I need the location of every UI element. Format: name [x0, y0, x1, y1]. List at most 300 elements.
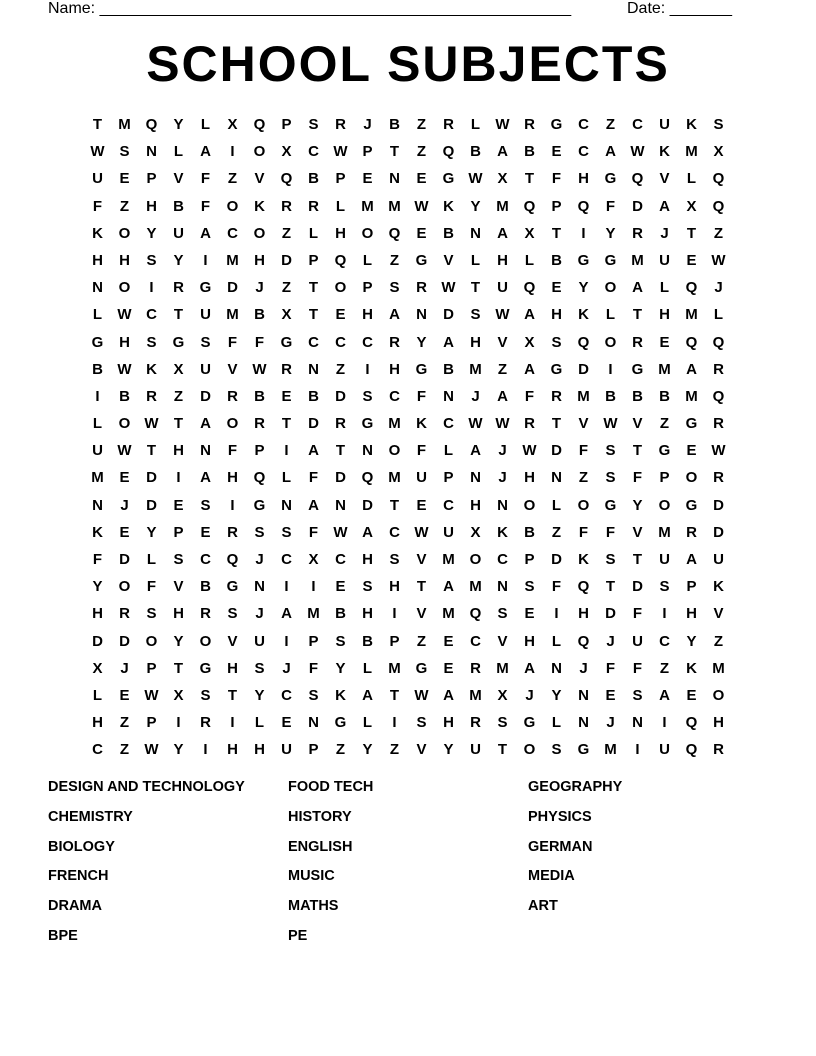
grid-letter: S — [659, 578, 670, 596]
grid-letter: K — [659, 143, 670, 161]
grid-letter: T — [389, 686, 400, 704]
grid-letter: B — [659, 387, 670, 405]
grid-letter: D — [119, 551, 130, 568]
grid-letter: C — [281, 686, 292, 704]
grid-letter: I — [230, 714, 235, 732]
grid-letter: V — [578, 415, 589, 433]
grid-letter: U — [497, 279, 508, 297]
grid-row — [84, 111, 732, 138]
grid-letter: V — [632, 523, 643, 541]
word-list-item: BPE — [48, 927, 78, 944]
grid-letter: B — [362, 632, 373, 650]
grid-letter: W — [333, 523, 348, 541]
grid-letter: O — [253, 143, 266, 161]
grid-letter: Q — [469, 605, 482, 623]
grid-letter: O — [145, 632, 158, 650]
grid-letter: H — [362, 551, 373, 568]
grid-letter: H — [497, 251, 508, 269]
grid-letter: Z — [389, 251, 400, 269]
grid-letter: C — [632, 116, 643, 133]
grid-letter: N — [443, 387, 454, 405]
grid-letter: U — [632, 632, 643, 650]
grid-letter: H — [173, 442, 184, 460]
grid-letter: R — [146, 387, 157, 405]
grid-letter: U — [659, 116, 670, 133]
grid-letter: I — [203, 741, 208, 759]
grid-letter: J — [714, 279, 723, 297]
grid-letter: G — [685, 415, 698, 433]
grid-letter: W — [711, 251, 726, 269]
grid-letter: N — [362, 442, 373, 460]
word-list-item: BIOLOGY — [48, 838, 115, 855]
grid-letter: S — [254, 659, 265, 677]
grid-letter: Y — [173, 632, 184, 650]
grid-letter: Y — [173, 251, 184, 269]
grid-letter: T — [605, 578, 616, 596]
grid-letter: D — [92, 632, 103, 650]
grid-letter: B — [308, 387, 319, 405]
grid-letter: S — [281, 523, 292, 541]
grid-letter: N — [335, 496, 346, 514]
grid-letter: Z — [335, 360, 346, 378]
grid-letter: E — [443, 632, 454, 650]
grid-letter: J — [255, 605, 264, 623]
grid-letter: Q — [685, 714, 698, 732]
grid-letter: Z — [659, 415, 670, 433]
grid-letter: E — [200, 523, 211, 541]
grid-letter: Z — [389, 741, 400, 759]
grid-letter: A — [605, 143, 616, 161]
grid-letter: Y — [146, 523, 157, 541]
grid-letter: S — [254, 523, 265, 541]
grid-letter: I — [149, 279, 154, 297]
grid-letter: O — [118, 279, 131, 297]
grid-letter: W — [144, 415, 159, 433]
grid-letter: A — [524, 360, 535, 378]
grid-letter: V — [659, 170, 670, 188]
grid-letter: V — [173, 170, 184, 188]
grid-letter: J — [660, 224, 669, 242]
grid-letter: H — [335, 224, 346, 242]
grid-letter: N — [470, 469, 481, 487]
grid-letter: R — [200, 714, 211, 732]
grid-letter: M — [712, 659, 725, 677]
grid-letter: Z — [173, 387, 184, 405]
grid-letter: U — [200, 306, 211, 324]
grid-letter: H — [578, 170, 589, 188]
grid-letter: C — [443, 496, 454, 514]
grid-letter: O — [604, 279, 617, 297]
grid-letter: G — [280, 333, 293, 351]
grid-letter: D — [632, 197, 643, 215]
grid-letter: P — [659, 469, 670, 487]
grid-letter: N — [200, 442, 211, 460]
grid-letter: E — [686, 251, 697, 269]
grid-letter: G — [91, 333, 104, 351]
grid-letter: C — [470, 632, 481, 650]
grid-letter: I — [635, 741, 640, 759]
grid-row — [84, 682, 732, 709]
grid-letter: R — [173, 279, 184, 297]
grid-letter: N — [551, 659, 562, 677]
grid-letter: R — [524, 116, 535, 133]
grid-letter: N — [578, 686, 589, 704]
grid-letter: I — [392, 605, 397, 623]
grid-letter: L — [551, 714, 562, 732]
grid-letter: R — [713, 469, 724, 487]
grid-letter: G — [226, 578, 239, 596]
grid-letter: D — [227, 279, 238, 297]
grid-letter: S — [605, 551, 616, 568]
grid-letter: W — [117, 442, 132, 460]
grid-letter: E — [416, 496, 427, 514]
grid-letter: M — [226, 251, 239, 269]
grid-letter: D — [119, 632, 130, 650]
grid-letter: U — [659, 741, 670, 759]
grid-letter: B — [173, 197, 184, 215]
grid-letter: V — [713, 605, 724, 623]
date-field-label: Date: _______ — [627, 0, 732, 17]
grid-letter: F — [92, 551, 103, 568]
grid-letter: W — [522, 442, 537, 460]
grid-letter: E — [173, 496, 184, 514]
grid-letter: D — [200, 387, 211, 405]
grid-letter: J — [525, 686, 534, 704]
grid-letter: Q — [442, 143, 455, 161]
grid-letter: M — [91, 469, 104, 487]
grid-letter: I — [176, 714, 181, 732]
grid-letter: F — [578, 523, 589, 541]
word-list-item: ART — [528, 898, 558, 915]
grid-letter: B — [632, 387, 643, 405]
grid-letter: W — [441, 279, 456, 297]
grid-letter: K — [92, 224, 103, 242]
grid-letter: T — [92, 116, 103, 133]
grid-letter: X — [470, 523, 481, 541]
grid-letter: R — [119, 605, 130, 623]
grid-letter: O — [118, 415, 131, 433]
grid-letter: L — [470, 251, 481, 269]
grid-letter: T — [632, 442, 643, 460]
grid-letter: W — [414, 197, 429, 215]
grid-letter: I — [311, 578, 316, 596]
grid-letter: X — [92, 659, 103, 677]
grid-letter: A — [443, 686, 454, 704]
grid-letter: K — [686, 659, 697, 677]
grid-letter: F — [632, 605, 643, 623]
grid-letter: M — [631, 251, 644, 269]
grid-letter: H — [524, 469, 535, 487]
name-field-label: Name: _____________________________________________________ — [48, 0, 572, 17]
grid-letter: J — [606, 714, 615, 732]
grid-letter: W — [144, 741, 159, 759]
grid-letter: Z — [416, 143, 427, 161]
grid-letter: R — [713, 741, 724, 759]
grid-letter: E — [443, 659, 454, 677]
grid-letter: M — [226, 306, 239, 324]
grid-letter: V — [227, 360, 238, 378]
grid-letter: M — [361, 197, 374, 215]
grid-letter: W — [468, 170, 483, 188]
grid-letter: I — [392, 714, 397, 732]
grid-letter: J — [579, 659, 588, 677]
grid-letter: Q — [523, 197, 536, 215]
grid-letter: Q — [712, 387, 725, 405]
grid-letter: K — [713, 578, 724, 596]
word-list-item: CHEMISTRY — [48, 808, 133, 825]
grid-letter: A — [686, 360, 697, 378]
grid-letter: T — [497, 741, 508, 759]
grid-letter: P — [335, 170, 346, 188]
grid-letter: N — [92, 496, 103, 514]
grid-letter: S — [551, 741, 562, 759]
grid-letter: F — [200, 197, 211, 215]
grid-letter: I — [284, 578, 289, 596]
grid-letter: U — [416, 469, 427, 487]
grid-letter: P — [524, 551, 535, 568]
grid-letter: Y — [146, 224, 157, 242]
grid-letter: B — [119, 387, 130, 405]
grid-letter: R — [281, 197, 292, 215]
grid-letter: H — [254, 741, 265, 759]
grid-letter: S — [389, 279, 400, 297]
grid-letter: T — [146, 442, 157, 460]
grid-letter: K — [92, 523, 103, 541]
grid-letter: C — [578, 143, 589, 161]
grid-letter: K — [686, 116, 697, 133]
grid-letter: H — [254, 251, 265, 269]
grid-letter: L — [173, 143, 184, 161]
grid-letter: Z — [281, 224, 292, 242]
grid-letter: C — [308, 143, 319, 161]
grid-letter: S — [308, 686, 319, 704]
grid-letter: C — [497, 551, 508, 568]
grid-letter: O — [712, 686, 725, 704]
grid-letter: B — [443, 360, 454, 378]
grid-letter: Q — [253, 116, 266, 133]
grid-letter: O — [658, 496, 671, 514]
grid-letter: Y — [173, 116, 184, 133]
grid-letter: M — [496, 659, 509, 677]
grid-letter: F — [524, 387, 535, 405]
grid-row — [84, 464, 732, 491]
grid-letter: J — [255, 551, 264, 568]
grid-letter: B — [308, 170, 319, 188]
grid-letter: L — [281, 469, 292, 487]
grid-letter: W — [117, 360, 132, 378]
grid-letter: W — [495, 306, 510, 324]
grid-letter: W — [414, 523, 429, 541]
grid-letter: X — [497, 686, 508, 704]
grid-letter: E — [686, 686, 697, 704]
grid-letter: P — [362, 143, 373, 161]
grid-letter: A — [281, 605, 292, 623]
grid-letter: S — [200, 333, 211, 351]
grid-letter: M — [307, 605, 320, 623]
grid-letter: H — [146, 197, 157, 215]
grid-row — [84, 736, 732, 763]
grid-letter: P — [173, 523, 184, 541]
grid-letter: O — [334, 279, 347, 297]
grid-letter: E — [362, 170, 373, 188]
grid-letter: Q — [334, 251, 347, 269]
grid-letter: T — [389, 143, 400, 161]
grid-letter: V — [227, 632, 238, 650]
grid-letter: Z — [578, 469, 589, 487]
grid-letter: D — [146, 496, 157, 514]
grid-letter: Q — [145, 116, 158, 133]
grid-row — [84, 165, 732, 192]
grid-letter: A — [389, 306, 400, 324]
grid-letter: U — [92, 442, 103, 460]
grid-letter: I — [284, 442, 289, 460]
grid-letter: Y — [443, 741, 454, 759]
grid-letter: Y — [605, 224, 616, 242]
grid-letter: I — [203, 251, 208, 269]
grid-letter: S — [605, 442, 616, 460]
word-list-item: PHYSICS — [528, 808, 592, 825]
grid-letter: F — [308, 659, 319, 677]
grid-letter: G — [334, 714, 347, 732]
grid-row — [84, 709, 732, 736]
grid-letter: D — [713, 496, 724, 514]
grid-letter: B — [470, 143, 481, 161]
word-list-item: MUSIC — [288, 868, 335, 885]
grid-letter: V — [416, 605, 427, 623]
grid-letter: H — [227, 741, 238, 759]
grid-letter: N — [632, 714, 643, 732]
word-list-item: FRENCH — [48, 868, 109, 885]
grid-letter: I — [95, 387, 100, 405]
grid-letter: L — [92, 686, 103, 704]
grid-letter: F — [146, 578, 157, 596]
grid-letter: Y — [335, 659, 346, 677]
grid-letter: I — [284, 632, 289, 650]
grid-letter: W — [468, 415, 483, 433]
grid-letter: Z — [281, 279, 292, 297]
grid-letter: O — [523, 741, 536, 759]
grid-letter: W — [117, 306, 132, 324]
grid-letter: G — [523, 714, 536, 732]
grid-letter: E — [605, 686, 616, 704]
grid-letter: S — [632, 686, 643, 704]
grid-letter: C — [443, 415, 454, 433]
grid-letter: I — [554, 605, 559, 623]
grid-letter: A — [686, 551, 697, 568]
grid-letter: X — [713, 143, 724, 161]
grid-letter: F — [254, 333, 265, 351]
grid-row — [84, 600, 732, 627]
word-list-item: FOOD TECH — [288, 779, 374, 795]
grid-letter: Y — [578, 279, 589, 297]
grid-letter: D — [551, 442, 562, 460]
grid-letter: I — [230, 496, 235, 514]
grid-letter: L — [362, 251, 373, 269]
grid-letter: E — [686, 442, 697, 460]
grid-letter: T — [551, 415, 562, 433]
grid-letter: Q — [226, 551, 239, 568]
word-list-item: PE — [288, 927, 308, 944]
grid-letter: G — [199, 659, 212, 677]
grid-letter: H — [92, 714, 103, 732]
grid-letter: E — [416, 170, 427, 188]
grid-letter: S — [470, 306, 481, 324]
grid-letter: H — [713, 714, 724, 732]
grid-letter: W — [603, 415, 618, 433]
grid-letter: Z — [416, 116, 427, 133]
grid-letter: Y — [470, 197, 481, 215]
grid-letter: F — [551, 578, 562, 596]
grid-letter: C — [92, 741, 103, 759]
grid-letter: W — [144, 686, 159, 704]
grid-letter: P — [281, 116, 292, 133]
grid-letter: F — [632, 469, 643, 487]
grid-letter: H — [92, 605, 103, 623]
grid-letter: Q — [523, 279, 536, 297]
grid-letter: M — [469, 360, 482, 378]
grid-letter: K — [578, 551, 589, 568]
grid-letter: W — [333, 143, 348, 161]
grid-letter: X — [173, 360, 184, 378]
grid-letter: T — [308, 306, 319, 324]
grid-row — [84, 383, 732, 410]
grid-letter: I — [365, 360, 370, 378]
grid-letter: U — [281, 741, 292, 759]
grid-letter: V — [416, 741, 427, 759]
grid-letter: A — [659, 686, 670, 704]
grid-letter: R — [524, 415, 535, 433]
grid-letter: Z — [713, 632, 724, 650]
grid-letter: L — [686, 170, 697, 188]
grid-letter: Y — [362, 741, 373, 759]
grid-letter: B — [200, 578, 211, 596]
grid-letter: P — [308, 251, 319, 269]
grid-letter: W — [711, 442, 726, 460]
grid-letter: A — [200, 415, 211, 433]
grid-row — [84, 193, 732, 220]
word-list-item: DRAMA — [48, 898, 102, 915]
grid-letter: U — [92, 170, 103, 188]
grid-letter: Z — [227, 170, 238, 188]
grid-letter: M — [388, 415, 401, 433]
grid-letter: Q — [712, 197, 725, 215]
grid-letter: D — [281, 251, 292, 269]
grid-letter: P — [443, 469, 454, 487]
grid-letter: P — [308, 741, 319, 759]
grid-letter: L — [362, 659, 373, 677]
grid-letter: Z — [497, 360, 508, 378]
grid-letter: B — [443, 224, 454, 242]
grid-letter: V — [497, 333, 508, 351]
grid-letter: P — [362, 279, 373, 297]
grid-letter: Q — [388, 224, 401, 242]
grid-letter: Y — [632, 496, 643, 514]
grid-letter: N — [578, 714, 589, 732]
grid-letter: G — [415, 360, 428, 378]
grid-letter: E — [119, 170, 130, 188]
grid-letter: X — [524, 224, 535, 242]
grid-row — [84, 220, 732, 247]
word-list-item: DESIGN AND TECHNOLOGY — [48, 779, 245, 795]
grid-letter: S — [497, 605, 508, 623]
grid-letter: E — [524, 605, 535, 623]
grid-letter: B — [254, 387, 265, 405]
grid-letter: R — [632, 224, 643, 242]
grid-letter: O — [604, 333, 617, 351]
grid-letter: G — [658, 442, 671, 460]
grid-letter: P — [389, 632, 400, 650]
grid-letter: Q — [253, 469, 266, 487]
